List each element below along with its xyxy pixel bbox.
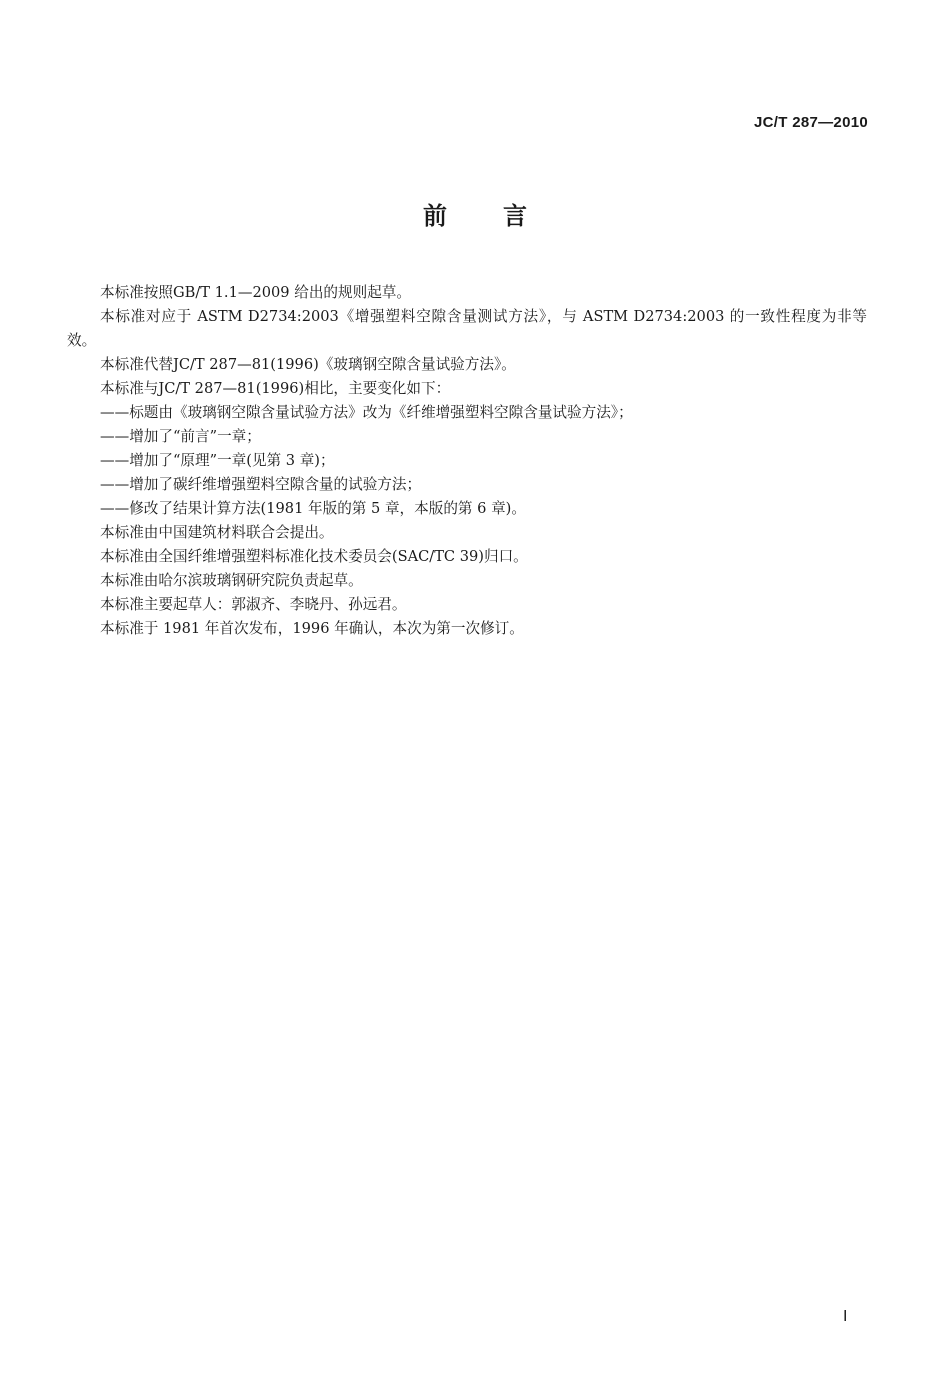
change-item-title: ——标题由《玻璃钢空隙含量试验方法》改为《纤维增强塑料空隙含量试验方法》； [100,404,633,421]
preface-body [67,281,867,641]
paragraph-drafted-by: 本标准由哈尔滨玻璃钢研究院负责起草。 [100,572,363,589]
paragraph-history: 本标准于 1981 年首次发布，1996 年确认，本次为第一次修订。 [100,620,524,637]
change-item-principle: ——增加了“原理”一章(见第 3 章)； [100,452,335,469]
paragraph-correspondence: 本标准对应于 ASTM D2734:2003《增强塑料空隙含量测试方法》，与 ASTM D2734:2003 的一致性程度为非等效。 [67,308,867,349]
paragraph-replaces: 本标准代替JC/T 287—81(1996)《玻璃钢空隙含量试验方法》。 [100,356,516,373]
paragraph-main-drafters: 本标准主要起草人：郭淑齐、李晓丹、孙远君。 [100,596,407,613]
change-item-calculation: ——修改了结果计算方法(1981 年版的第 5 章，本版的第 6 章)。 [100,500,526,517]
page-number: I [843,1308,848,1325]
paragraph-drafting-rules: 本标准按照GB/T 1.1—2009 给出的规则起草。 [100,284,411,301]
change-item-carbon-fiber: ——增加了碳纤维增强塑料空隙含量的试验方法； [100,476,422,493]
page-title: 前言 [423,202,583,230]
standard-code: JC/T 287—2010 [754,114,868,131]
change-item-preface: ——增加了“前言”一章； [100,428,261,445]
paragraph-changes-intro: 本标准与JC/T 287—81(1996)相比，主要变化如下： [100,380,451,397]
paragraph-administered-by: 本标准由全国纤维增强塑料标准化技术委员会(SAC/TC 39)归口。 [100,548,528,565]
paragraph-proposed-by: 本标准由中国建筑材料联合会提出。 [100,524,334,541]
